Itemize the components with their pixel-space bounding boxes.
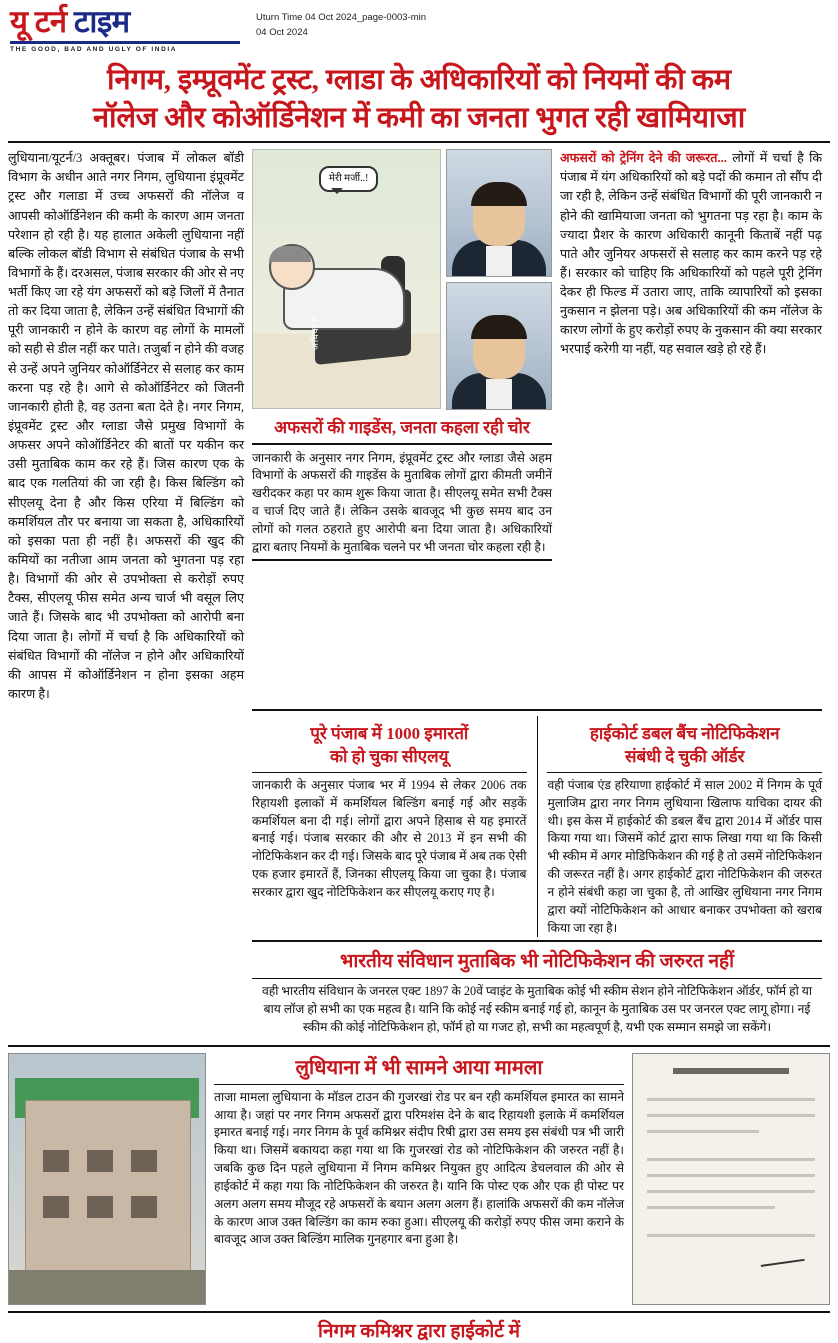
heading-line-1: हाईकोर्ट डबल बैंच नोटिफिकेशन	[589, 724, 780, 744]
section-rule	[252, 772, 527, 773]
editorial-cartoon	[252, 149, 441, 409]
section-heading-1000-buildings	[252, 723, 527, 768]
two-column-sections	[252, 716, 822, 937]
headline-line-1: निगम, इम्प्रूवमेंट ट्रस्ट, ग्लाडा के अधिकारियों को नियमों की कम	[107, 63, 731, 96]
logo-divider	[10, 41, 240, 44]
photo-window	[131, 1150, 157, 1172]
document-line	[647, 1130, 759, 1133]
constitution-rule	[252, 978, 822, 979]
section-text-1000-buildings: जानकारी के अनुसार पंजाब भर में 1994 से लेकर 2006 तक रिहायशी इलाकों में कमर्शियल बिल्डिंग बनाई गई और सड़कें कमर्शियल बना दी गई। लोगों द्वारा अपने हिसाब से यह इमारतें बनाई गई। पंजाब सरकार की और से 2013 में इन सभी की नोटिफिकेशन कर दी गई। जिसके बाद पूरे पंजाब में अब तक ऐसी एक हजार इमारतें हैं, जिनका सीएलयू किया जा चुका है। पंजाब सरकार द्वारा खुद नोटिफिकेशन कर सीएलयू कराए गए है।	[252, 778, 527, 899]
secondary-columns	[0, 706, 838, 1037]
document-line	[647, 1190, 815, 1193]
section-heading-guidance: अफसरों की गाइडेंस, जनता कहला रही चोर	[274, 418, 530, 438]
page-title	[8, 61, 830, 138]
logo-text-part2: टाइम	[73, 4, 130, 39]
document-line	[647, 1114, 815, 1117]
document-line	[647, 1158, 815, 1161]
under-construction-building-photo	[8, 1053, 206, 1305]
section-text-guidance: जानकारी के अनुसार नगर निगम, इंप्रूवमेंट ट्रस्ट और ग्लाडा जैसे अहम विभागों के अफसरों की गाइडेंस के मुताबिक लोगों द्वारा कीमती जमीनें खरीदकर कहा पर काम शुरू किया जाता है। सीएलयू समेत सभी टैक्स व चार्ज दिए जाते हैं। लेकिन उसके बावजूद भी कुछ समय बाद उन लोगों को गलत ठहराते हुए आरोपी बना दिया जाता है। अधिकारियों द्वारा बताए नियमों के मुताबिक चलने पर भी जनता चोर कहला रही है।	[252, 450, 552, 554]
document-letterhead	[673, 1068, 789, 1074]
section-highcourt	[547, 716, 822, 937]
officer-photo-2	[446, 282, 552, 410]
file-name-label: Uturn Time 04 Oct 2024_page-0003-min	[256, 12, 427, 23]
section-rule	[547, 772, 822, 773]
column-middle	[252, 149, 552, 566]
secondary-content	[252, 706, 822, 1037]
section-divider	[252, 443, 552, 445]
photo-shirt	[486, 379, 512, 409]
main-columns	[0, 149, 838, 704]
document-signature	[757, 1235, 804, 1267]
photo-window	[43, 1150, 69, 1172]
logo-text	[10, 6, 242, 39]
section-text-constitution: वही भारतीय संविधान के जनरल एक्ट 1897 के 20वें प्वाइंट के मुताबिक कोई भी स्कीम सेशन होने नोटिफिकेशन ऑर्डर, फॉर्म हो या बाय लॉज हो सभी का एक महत्व है। यानि कि कोई नई स्कीम बनाई गई हो, कानून के मुताबिक उस पर जनरल एक्ट लागू होगा। नई स्कीम की कोई नोटिफिकेशन हो, फॉर्म हो या गजट हो, सभी का महत्वपूर्ण है, यभी एक सम्मान समझे जा सकेंगे।	[261, 984, 812, 1035]
photo-rubble	[9, 1270, 205, 1304]
logo-text-part1: यू टर्न	[10, 4, 67, 39]
masthead	[0, 0, 838, 55]
section-heading-highcourt	[547, 723, 822, 768]
section-text-ludhiana: ताजा मामला लुधियाना के मॉडल टाउन की गुजरखां रोड पर बन रही कमर्शियल इमारत का सामने आया है। जहां पर नगर निगम अफसरों द्वारा परिमशंस देने के बाद रिहायशी इलाके में कमर्शियल इमारत बनाई गई। नगर निगम के पूर्व कमिश्नर संदीप रिषी द्वारा उस समय इस संबंधी पत्र भी जारी किया था। जिसमें बकायदा कहा गया था कि गुजरखां रोड को नोटिफिकेशन की जरुरत नहीं है। जबकि कुछ दिन पहले लुधियाना में निगम कमिश्नर नियुक्त हुए आदित्य डेचलवाल की ओर से हाईकोर्ट में कहा गया कि नोटिफिकेशन की जरुरत है। यानि कि पोस्ट एक और एक ही पोस्ट पर अलग अलग समय मौजूद रहे अफसरों के बयान अलग अलग हैं। हालांकि अफसरों की कम नॉलेज के कारण आज उक्त बिल्डिंग का काम रुका हुआ। सीएलयू की करोड़ों रुपए फीस जमा कराने के बावजूद आज उक्त बिल्डिंग मालिक गुनहगार बना हुआ है।	[214, 1089, 624, 1247]
column-left	[8, 149, 244, 704]
officer-photos	[446, 149, 552, 410]
ludhiana-case-article	[214, 1053, 624, 1249]
section-heading-ludhiana: लुधियाना में भी सामने आया मामला	[295, 1056, 543, 1079]
photo-shirt	[486, 246, 512, 276]
sidebar-article-text: लोगों में चर्चा है कि पंजाब में यंग अधिकारियों को बड़े पदों की कमान तो सौंप दी जा रही है, लेकिन उन्हें संबंधित विभागों की पूरी जानकारी न होने की खामियाजा जनता को भुगतना पड़ रहा है। काम के ज्यादा प्रैशर के कारण अधिकारी कानूनी किताबें नहीं पढ़ पाते और जुनियर अफसरों से सलाह कर काम करने पड़ रहे हैं। सरकार को चाहिए कि अधिकारियों को पहले पूरी ट्रेनिंग देकर ही फिल्ड में उतारा जाए, ताकि व्यापारियों को इसका नुकसान न झेलना पड़े। अब अधिकारियों की कम नॉलेज के कारण लोगों के हुए करोड़ों रुपए के नुकसान की क्या सरकार भरपाई करेगी या नहीं, यह सवाल खड़े हो रहे हैं।	[560, 151, 823, 357]
photo-window	[87, 1196, 113, 1218]
logo-tagline: THE GOOD, BAD AND UGLY OF INDIA	[10, 45, 178, 53]
headline-line-2: नॉलेज और कोऑर्डिनेशन में कमी का जनता भुगत रही खामियाजा	[92, 101, 746, 134]
lead-article-text: लुधियाना/यूटर्न/3 अक्तूबर। पंजाब में लोकल बॉडी विभाग के अधीन आते नगर निगम, लुधियाना इंप्रूवमेंट ट्रस्ट और गलाडा में उच्च अफसरों की नॉलेज व आपसी कोऑर्डिनेशन की कमी के कारण आम जनता परेशान हो रही है। यह हालात अकेली लुधियाना नहीं बल्कि लोकल बॉडी विभाग से संबंधित पंजाब के सभी विभागों के हैं। दरअसल, पंजाब सरकार की ओर से नए भर्ती किए जा रहे यंग अफसरों को बड़े जिलों में तैनात तो कर दिया जाता है, लेकिन उन्हें संबंधित विभागों की पूरी जानकारी न होने के कारण वह लोगों के मामलों को सही से डील नहीं कर पाते। तजुर्बा न होने की वजह से उन्हें अपने जुनियर कोऑर्डिनेटर से सलाह कर काम करना पड़ रहे है। आगे से कोऑर्डिनेटर को जितनी जानकारी होती है, वह उतना बता देते है। नगर निगम, इंप्रूवमेंट ट्रस्ट और ग्लाडा जैसे प्रमुख विभागों के अफसर अपने कोऑर्डिनेटर की बातों पर यकीन कर उसी मुताबिक काम कर रहे हैं। जिस कारण एक के बाद एक गलतियां की जा रही है। किस बिल्डिंग को सीएलयू देना है और किस एरिया में बिल्डिंग को कमर्शियल तौर पर बनाया जा सकता है, अधिकारियों को इसका पता ही नहीं है। अफसरों की खुद की कमियों का नतीजा आम जनता को भुगतना पड़ रहा है। विभागों की ओर से उपभोक्ता से करोड़ों रुपए टैक्स, सीएलयू फीस समेत अन्य चार्ज भी वसूल लिए जाते हैं। जिसके बाद भी उपभोक्ता को आरोपी बना दिया जाता है। लोगों में चर्चा है कि अधिकारियों को संबंधित विभागों की नॉलेज न होने और अधिकारियों की आपस में कोऑर्डिनेशन न होना इसका अहम कारण है।	[8, 151, 244, 702]
heading-line-2: संबंधी दे चुकी ऑर्डर	[624, 746, 745, 766]
photo-window	[131, 1196, 157, 1218]
cartoon-chair-label: अधिकारी	[310, 316, 320, 351]
secondary-top-divider	[252, 709, 822, 711]
vertical-divider	[537, 716, 538, 937]
cartoon-officer-hair	[269, 246, 311, 262]
section-text-highcourt: वही पंजाब एंड हरियाणा हाईकोर्ट में साल 2002 में निगम के पूर्व मुलाजिम द्वारा नगर निगम लुधियाना खिलाफ याचिका दायर की थी। इस केस में हाईकोर्ट की डबल बैंच द्वारा 2014 में ऑर्डर पास किया गया था। जिसमें कोर्ट द्वारा साफ लिखा गया था कि किसी भी स्कीम में अगर मोडिफिकेशन की गई है तो उसमें नोटिफिकेशन की जरूरत नहीं है। अगर हाईकोर्ट द्वारा नोटिफिकेशन की जरुरत न होने संबंधी कहा जा चुका है, तो आखिर लुधियाना नगर निगम द्वारा क्यों नोटिफिकेशन को आधार बनाकर उपभोक्ता को खराब किया जा रहा है।	[547, 778, 822, 935]
officer-photo-1	[446, 149, 552, 277]
publication-date: 04 Oct 2024	[256, 27, 308, 39]
heading-line-1: पूरे पंजाब में 1000 इमारतों	[310, 724, 469, 744]
document-line	[647, 1206, 775, 1209]
bottom-section	[8, 1045, 830, 1305]
section-heading-constitution: भारतीय संविधान मुताबिक भी नोटिफिकेशन की जरुरत नहीं	[339, 951, 735, 973]
sidebar-training-article	[560, 149, 822, 360]
ludhiana-rule	[214, 1084, 624, 1085]
document-line	[647, 1098, 815, 1101]
publication-logo	[10, 6, 242, 53]
section-1000-buildings	[252, 716, 527, 937]
photo-window	[43, 1196, 69, 1218]
next-section-heading: निगम कमिश्नर द्वारा हाईकोर्ट में	[8, 1311, 830, 1343]
photo-building	[25, 1100, 191, 1278]
column-right	[560, 149, 822, 360]
official-letter-document-photo	[632, 1053, 830, 1305]
headline-divider	[8, 141, 830, 143]
cartoon-speech-bubble: मेरी मर्जी..!	[319, 166, 378, 192]
constitution-top-divider	[252, 940, 822, 942]
photo-window	[87, 1150, 113, 1172]
section-divider-2	[252, 559, 552, 561]
document-line	[647, 1174, 815, 1177]
page-meta	[256, 6, 426, 40]
media-row	[252, 149, 552, 410]
sidebar-red-lead: अफसरों को ट्रेनिंग देने की जरूरत...	[560, 151, 727, 166]
heading-line-2: को हो चुका सीएलयू	[329, 746, 449, 766]
